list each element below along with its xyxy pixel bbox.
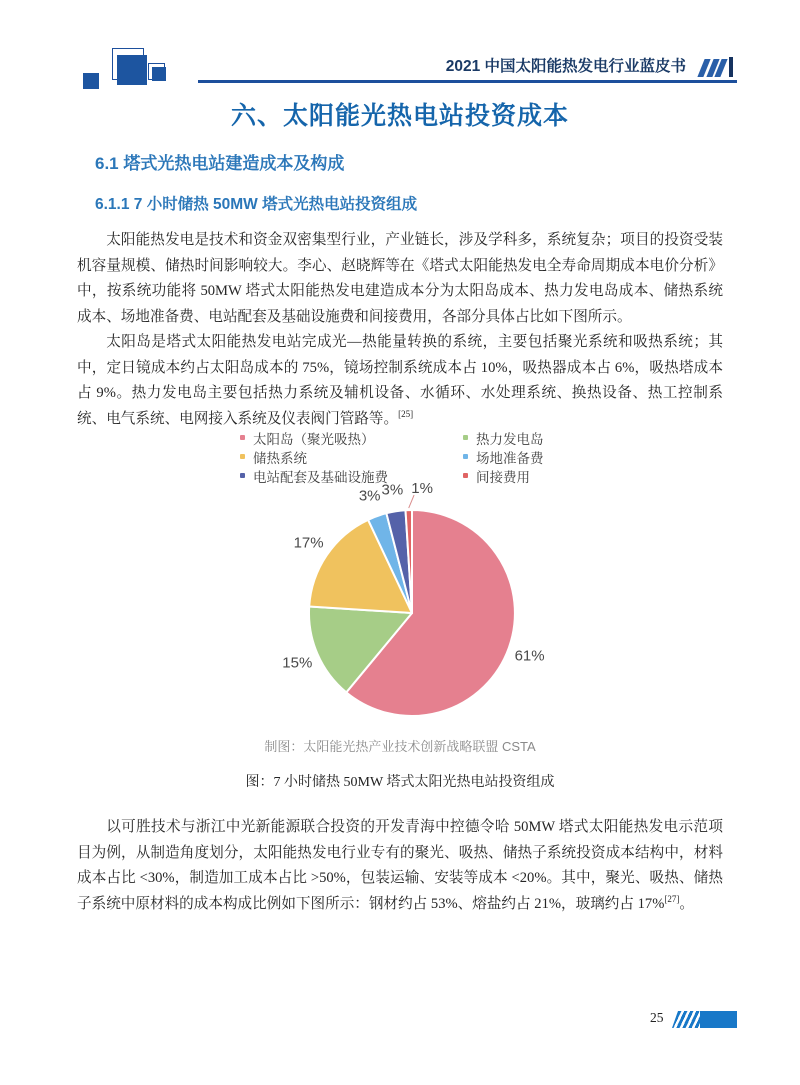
- pie-percent-label: 15%: [282, 654, 313, 672]
- legend-column-right: [463, 428, 544, 485]
- legend-label: 电站配套及基础设施费: [253, 469, 388, 485]
- footer-bar-stripes-icon: [672, 1011, 700, 1028]
- paragraph-2-text: 太阳岛是塔式太阳能热发电站完成光—热能量转换的系统，主要包括聚光系统和吸热系统；其中，定日镜成本约占太阳岛成本的 75%，镜场控制系统成本占 10%，吸热器成本占 6%，吸热塔成本占 9%。热力发电岛主要包括热力系统及辅机设备、水循环、水处理系统、换热设备、热工控制系统、电气系统、电网接入系统及仪表阀门管路等。: [77, 334, 723, 427]
- logo-small-square-right: [152, 67, 166, 81]
- legend-item: [240, 447, 463, 466]
- paragraph-3-text: 以可胜技术与浙江中光新能源联合投资的开发青海中控德令哈 50MW 塔式太阳能热发电示范项目为例，从制造角度划分，太阳能热发电行业专有的聚光、吸热、储热子系统投资成本结构中，材料成本占比 <30%，制造加工成本占比 >50%，包装运输、安装等成本 <20%。其中，聚光、吸热、储热子系统中原材料的成本构成比例如下图所示：钢材约占 53%、熔盐约占 21%，玻璃约占 17%: [77, 819, 723, 912]
- legend-item: [463, 466, 544, 485]
- pie-percent-label: 3%: [358, 487, 381, 505]
- section-heading-6-1: 6.1 塔式光热电站建造成本及构成: [95, 154, 345, 173]
- body-paragraph-2: [77, 330, 723, 432]
- legend-color-swatch: [240, 454, 245, 459]
- paragraph-3-text-end: 。: [679, 895, 694, 912]
- pie-chart: [222, 480, 602, 730]
- chapter-title: 六、太阳能光热电站投资成本: [230, 102, 569, 130]
- booklet-title: 2021 中国太阳能热发电行业蓝皮书: [445, 58, 686, 75]
- legend-label: 储热系统: [253, 450, 307, 466]
- figure-caption: 图：7 小时储热 50MW 塔式太阳光热电站投资组成: [245, 775, 555, 790]
- pie-legend: [240, 428, 723, 485]
- body-paragraph-1: 太阳能热发电是技术和资金双密集型行业，产业链长，涉及学科多，系统复杂；项目的投资受装机容量规模、储热时间影响较大。李心、赵晓辉等在《塔式太阳能热发电全寿命周期成本电价分析》中，按系统功能将 50MW 塔式太阳能热发电建造成本分为太阳岛成本、热力发电岛成本、储热系统成本、场地准备费、电站配套及基础设施费和间接费用，各部分具体占比如下图所示。: [77, 232, 723, 325]
- legend-label: 热力发电岛: [476, 431, 544, 447]
- page-content: [0, 100, 800, 917]
- legend-color-swatch: [463, 435, 468, 440]
- section-heading-6-1-1: 6.1.1 7 小时储热 50MW 塔式光热电站投资组成: [95, 196, 418, 213]
- citation-27: [27]: [664, 893, 680, 904]
- chart-source-note: 制图：太阳能光热产业技术创新战略联盟 CSTA: [264, 739, 536, 754]
- pie-percent-label: 17%: [293, 534, 324, 552]
- pie-percent-label: 3%: [381, 481, 404, 499]
- legend-color-swatch: [240, 473, 245, 478]
- logo-small-square-left: [83, 73, 99, 89]
- legend-label: 太阳岛（聚光吸热）: [253, 431, 375, 447]
- pie-percent-label: 1%: [411, 480, 433, 498]
- legend-column-left: [240, 428, 463, 485]
- header-divider-line: [198, 80, 737, 83]
- legend-color-swatch: [463, 473, 468, 478]
- page-number: 25: [650, 1010, 664, 1025]
- citation-25: [25]: [398, 408, 414, 419]
- logo-filled-square: [117, 55, 147, 85]
- pie-percent-label: 61%: [514, 647, 545, 665]
- csta-logo: [83, 48, 175, 94]
- slashes-icon: [701, 57, 733, 77]
- vertical-bar-mark: [729, 57, 733, 77]
- legend-color-swatch: [463, 454, 468, 459]
- legend-item: [463, 447, 544, 466]
- legend-label: 间接费用: [476, 469, 530, 485]
- legend-item: [463, 428, 544, 447]
- legend-item: [240, 428, 463, 447]
- body-paragraph-3: [77, 815, 723, 917]
- footer-bar: [672, 1011, 737, 1028]
- legend-color-swatch: [240, 435, 245, 440]
- legend-label: 场地准备费: [476, 450, 544, 466]
